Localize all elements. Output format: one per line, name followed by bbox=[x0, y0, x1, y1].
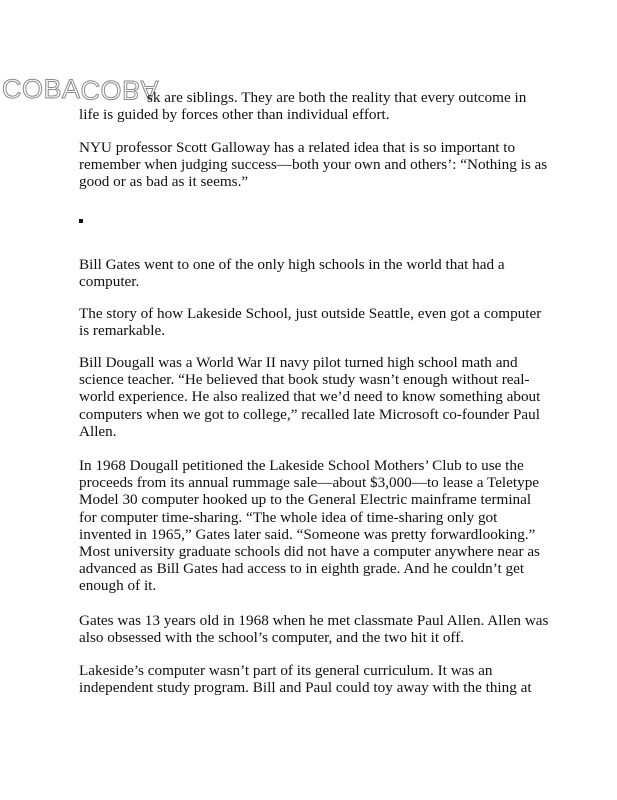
paragraph-5: Bill Dougall was a World War II navy pilot turned high school math and science teacher. “He believed that book study wasn’t enough without real-world experience. He also realized that we’d need to know something about computers when we got to college,” recalled late Microsoft co-founder Paul Allen. bbox=[79, 354, 541, 440]
paragraph-2: NYU professor Scott Galloway has a related idea that is so important to remember when judging success—both your own and others’: “Nothing is as good or as bad as it seems.” bbox=[79, 139, 548, 191]
paragraph-3: Bill Gates went to one of the only high schools in the world that had a computer. bbox=[79, 256, 505, 291]
section-divider-mark bbox=[79, 219, 83, 223]
paragraph-1: sk are siblings. They are both the reality that every outcome in life is guided by forces other than individual effort. bbox=[79, 89, 527, 124]
watermark-text-1: COBA bbox=[2, 74, 81, 104]
watermark-text-2: COBA bbox=[80, 75, 160, 105]
paragraph-7: Gates was 13 years old in 1968 when he met classmate Paul Allen. Allen was also obsessed with the school’s computer, and the two hit it off. bbox=[79, 612, 549, 647]
paragraph-4: The story of how Lakeside School, just outside Seattle, even got a computer is remarkable. bbox=[79, 305, 542, 340]
paragraph-6: In 1968 Dougall petitioned the Lakeside School Mothers’ Club to use the proceeds from its annual rummage sale—about $3,000—to lease a Teletype Model 30 computer hooked up to the General Electric mainframe terminal for computer time-sharing. “The whole idea of time-sharing only got invented in 1965,” Gates later said. “Someone was pretty forwardlooking.” Most university graduate schools did not have a computer anywhere near as advanced as Bill Gates had access to in eighth grade. And he couldn’t get enough of it. bbox=[79, 457, 540, 595]
paragraph-8: Lakeside’s computer wasn’t part of its general curriculum. It was an independent study program. Bill and Paul could toy away with the thing at bbox=[79, 662, 532, 697]
